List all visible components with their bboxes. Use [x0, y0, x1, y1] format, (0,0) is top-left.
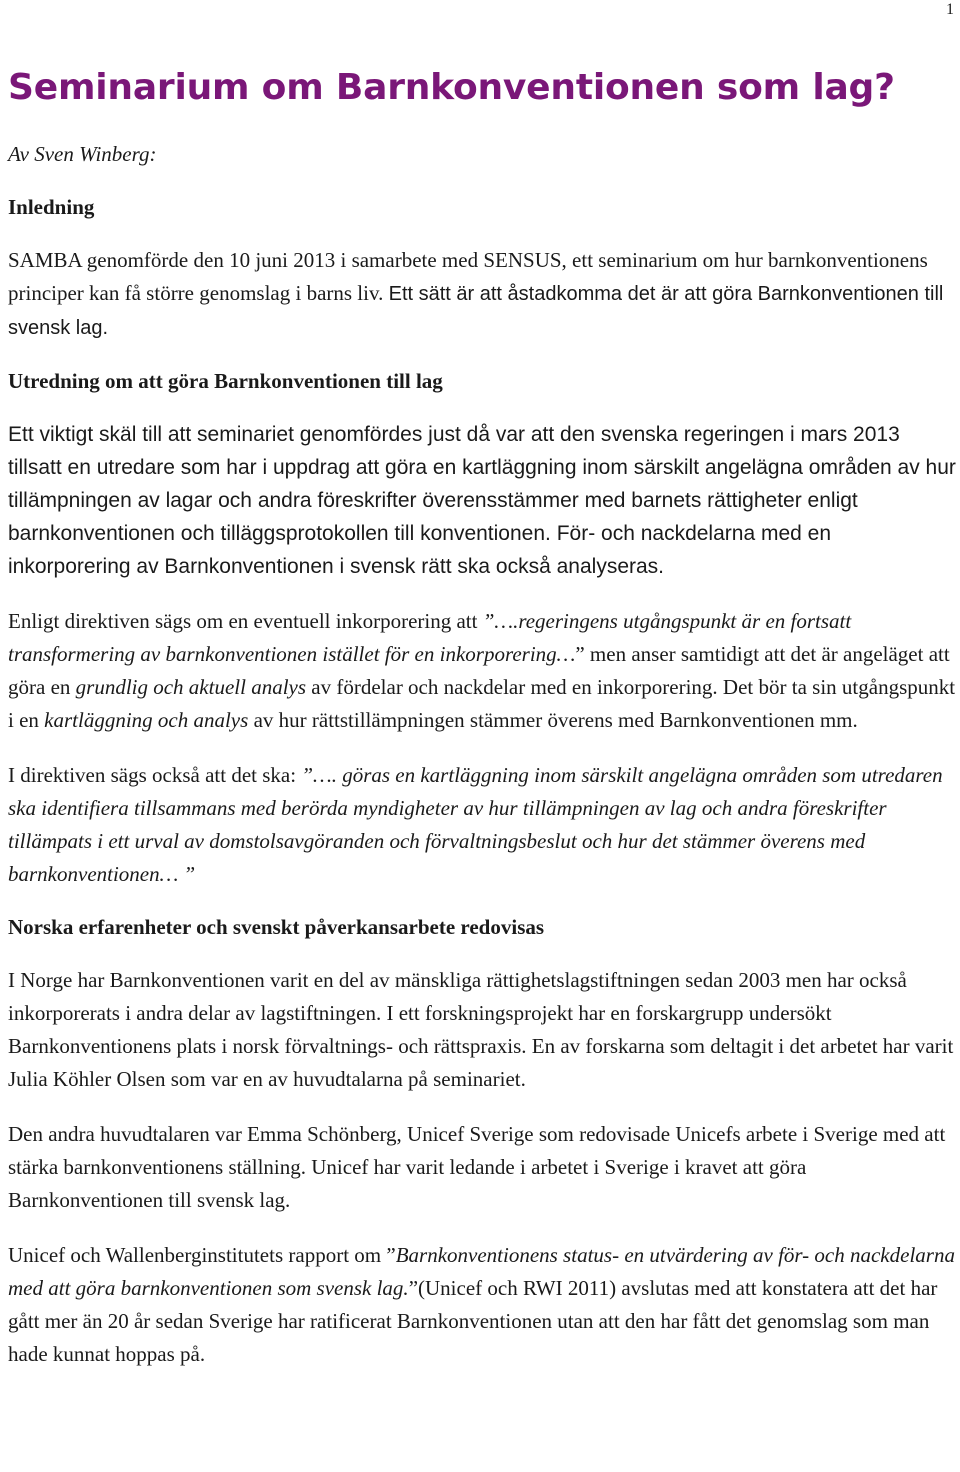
paragraph-utredning-2 — [8, 605, 956, 737]
report-conclusion: ”(Unicef och RWI 2011) avslutas med att konstatera att det har gått mer än 20 år sedan Sverige har ratificerat Barnkonventionen utan att den har fått det genomslag som man hade kunnat hoppas på. — [8, 1276, 938, 1366]
intro-text-continued: Ett sätt är att åstadkomma det är att göra Barnkonventionen till svensk lag. — [8, 283, 944, 339]
directive-text-3: av hur rättstillämpningen stämmer överens med Barnkonventionen mm. — [248, 708, 858, 732]
document-title: Seminarium om Barnkonventionen som lag? — [8, 67, 895, 108]
paragraph-norska-1: I Norge har Barnkonventionen varit en del av mänskliga rättighetslagstiftningen sedan 2003 men har också inkorporerats i andra delar av lagstiftningen. I ett forskningsprojekt har en forskargrupp undersökt Barnkonventionens plats i norsk förvaltnings- och rättspraxis. En av forskarna som deltagit i det arbetet har varit Julia Köhler Olsen som var en av huvudtalarna på seminariet. — [8, 968, 954, 1091]
heading-inledning: Inledning — [8, 195, 95, 219]
document-body — [8, 62, 956, 1371]
report-intro: Unicef och Wallenberginstitutets rapport om ” — [8, 1243, 396, 1267]
directive-ska-quote: ”…. göras en kartläggning inom särskilt angelägna områden som utredaren ska identifiera tillsammans med berörda myndigheter av hur tillämpningen av lag och andra föreskrifter tillämpats i ett urval av domstolsavgöranden och förvaltningsbeslut och hur det stämmer överens med barnkonventionen… ” — [8, 763, 943, 886]
directive-text-2: av fördelar och nackdelar med en inkorporering. Det bör ta sin utgångspunkt i en — [8, 675, 956, 732]
report-title: Barnkonventionens status- en utvärdering av för- och nackdelarna med att göra barnkonventionen som svensk lag. — [8, 1243, 955, 1300]
directive-quote: ”….regeringens utgångspunkt är en fortsatt transformering av barnkonventionen istället för en inkorporering… — [8, 609, 852, 666]
heading-norska: Norska erfarenheter och svenskt påverkansarbete redovisas — [8, 915, 545, 939]
heading-utredning: Utredning om att göra Barnkonventionen till lag — [8, 369, 443, 393]
paragraph-intro — [8, 244, 956, 345]
page-number: 1 — [946, 1, 954, 18]
paragraph-norska-2: Den andra huvudtalaren var Emma Schönberg, Unicef Sverige som redovisade Unicefs arbete i Sverige med att stärka barnkonventionens ställning. Unicef har varit ledande i arbetet i Sverige i kravet att göra Barnkonventionen till svensk lag. — [8, 1122, 946, 1212]
paragraph-utredning-3 — [8, 759, 956, 891]
author-byline: Av Sven Winberg: — [8, 142, 157, 166]
directive-text-1: ” men anser samtidigt att det är angeläget att göra en — [8, 642, 950, 699]
directive-emphasis-1: grundlig och aktuell analys — [75, 675, 307, 699]
paragraph-utredning-1: Ett viktigt skäl till att seminariet genomfördes just då var att den svenska regeringen i mars 2013 tillsatt en utredare som har i uppdrag att göra en kartläggning inom särskilt angelägna områden av hur tillämpningen av lagar och andra föreskrifter överensstämmer med barnets rättigheter enligt barnkonventionen och tilläggsprotokollen till konventionen. För- och nackdelarna med en inkorporering av Barnkonventionen i svensk rätt ska också analyseras. — [8, 423, 956, 578]
directive-emphasis-2: kartläggning och analys — [44, 708, 249, 732]
directive-ska-intro: I direktiven sägs också att det ska: — [8, 763, 302, 787]
paragraph-norska-3 — [8, 1239, 956, 1371]
intro-text: SAMBA genomförde den 10 juni 2013 i samarbete med SENSUS, ett seminarium om hur barnkonventionens principer kan få större genomslag i barns liv. — [8, 248, 928, 305]
directive-intro: Enligt direktiven sägs om en eventuell inkorporering att — [8, 609, 483, 633]
